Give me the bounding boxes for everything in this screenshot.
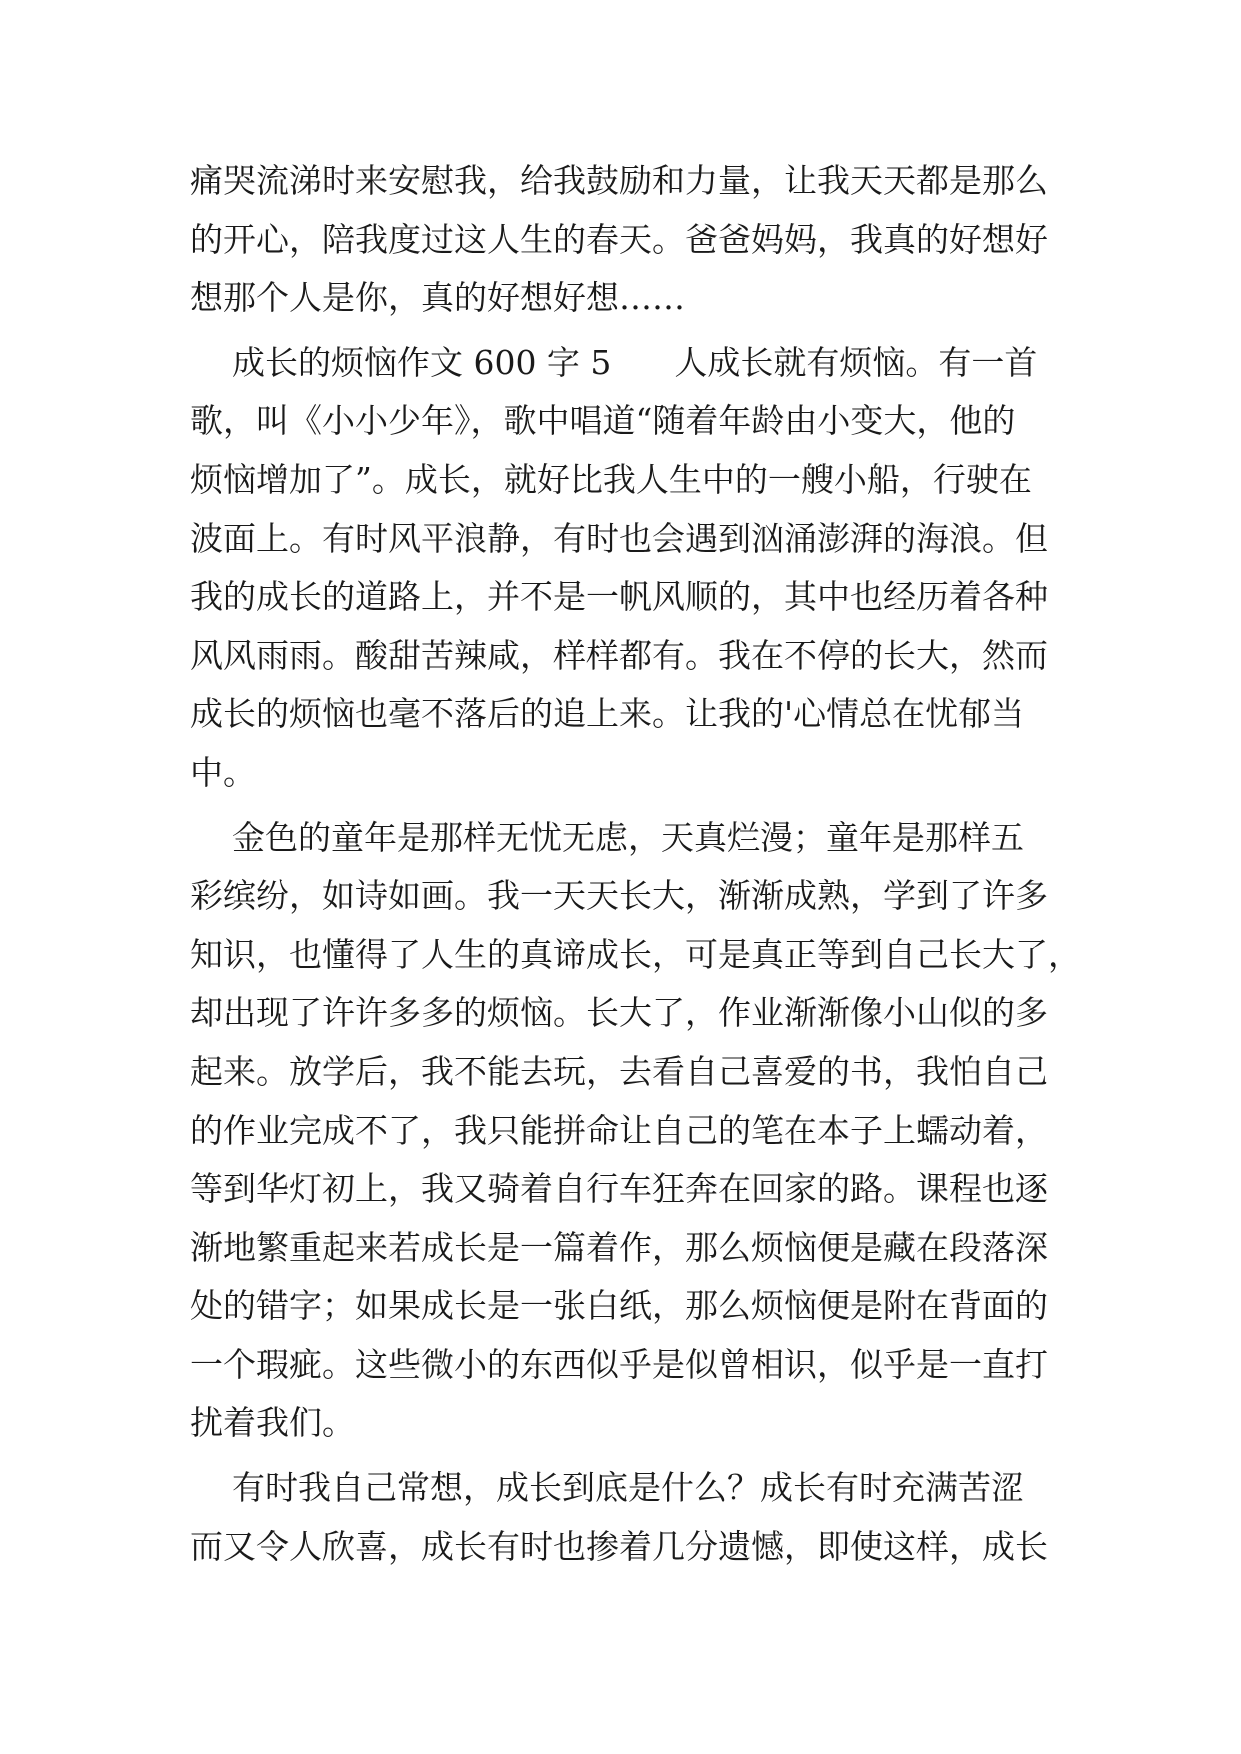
section-heading-line: 成长的烦恼作文 600 字 5 人成长就有烦恼。有一首	[190, 342, 1038, 382]
text-line: 中。	[190, 752, 256, 792]
text-line: 彩缤纷，如诗如画。我一天天长大，渐渐成熟，学到了许多	[190, 876, 1048, 916]
text-line: 一个瑕疵。这些微小的东西似乎是似曾相识，似乎是一直打	[190, 1344, 1048, 1384]
text-line: 处的错字；如果成长是一张白纸，那么烦恼便是附在背面的	[190, 1286, 1048, 1326]
text-line: 等到华灯初上，我又骑着自行车狂奔在回家的路。课程也逐	[190, 1169, 1048, 1209]
paragraph-1	[190, 152, 1052, 328]
text-line: 痛哭流涕时来安慰我，给我鼓励和力量，让我天天都是那么	[190, 161, 1048, 200]
text-line: 起来。放学后，我不能去玩，去看自己喜爱的书，我怕自己	[190, 1051, 1048, 1091]
paragraph-3	[190, 809, 1081, 1454]
paragraph-2	[190, 334, 1052, 803]
text-line: 的开心，陪我度过这人生的春天。爸爸妈妈，我真的好想好	[190, 219, 1048, 259]
text-line: 波面上。有时风平浪静，有时也会遇到汹涌澎湃的海浪。但	[190, 518, 1048, 558]
text-line: 我的成长的道路上，并不是一帆风顺的，其中也经历着各种	[190, 577, 1048, 617]
text-line: 想那个人是你，真的好想好想……	[190, 278, 685, 318]
text-line: 的作业完成不了，我只能拼命让自己的笔在本子上蠕动着，	[190, 1110, 1048, 1150]
text-line: 风风雨雨。酸甜苦辣咸，样样都有。我在不停的长大，然而	[190, 635, 1048, 675]
text-line: 却出现了许许多多的烦恼。长大了，作业渐渐像小山似的多	[190, 993, 1048, 1033]
text-line: 成长的烦恼也毫不落后的追上来。让我的'心情总在忧郁当	[190, 694, 1025, 734]
article-body	[190, 152, 1081, 1576]
text-line: 歌，叫《小小少年》，歌中唱道“随着年龄由小变大，他的	[190, 401, 1016, 441]
text-line: 有时我自己常想，成长到底是什么？成长有时充满苦涩	[190, 1468, 1024, 1508]
text-line: 知识，也懂得了人生的真谛成长，可是真正等到自己长大了，	[190, 934, 1081, 974]
text-line: 扰着我们。	[190, 1403, 355, 1443]
text-line: 金色的童年是那样无忧无虑，天真烂漫；童年是那样五	[190, 817, 1024, 857]
text-line: 烦恼增加了”。成长，就好比我人生中的一艘小船，行驶在	[190, 459, 1032, 499]
text-line: 而又令人欣喜，成长有时也掺着几分遗憾，即使这样，成长	[190, 1526, 1048, 1566]
text-line: 渐地繁重起来若成长是一篇着作，那么烦恼便是藏在段落深	[190, 1227, 1048, 1267]
paragraph-4	[190, 1459, 1052, 1576]
